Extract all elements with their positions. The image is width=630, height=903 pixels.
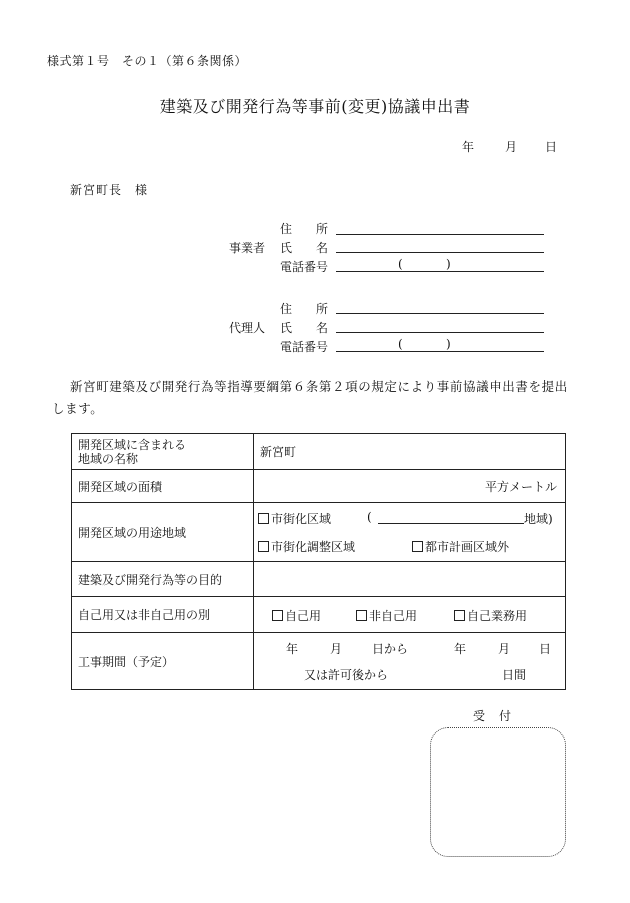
row-use-type xyxy=(72,597,566,633)
checkbox-icon[interactable] xyxy=(272,610,283,621)
area-size-label: 開発区域の面積 xyxy=(72,470,254,503)
checkbox-icon[interactable] xyxy=(258,541,269,552)
period-end-day: 日 xyxy=(539,642,552,656)
zoning-district-field[interactable] xyxy=(378,523,524,524)
date-month-label: 月 xyxy=(505,140,518,154)
row-zoning xyxy=(72,503,566,562)
use-option-nonself[interactable]: 非自己用 xyxy=(356,607,417,624)
applicant-phone-field[interactable] xyxy=(336,271,544,272)
body-text: 新宮町建築及び開発行為等指導要綱第６条第２項の規定により事前協議申出書を提出します。 xyxy=(52,379,568,416)
area-name-value[interactable]: 新宮町 xyxy=(254,434,566,470)
purpose-value[interactable] xyxy=(254,562,566,597)
applicant-name-field[interactable] xyxy=(336,252,544,253)
zoning-option-outside[interactable]: 都市計画区域外 xyxy=(412,538,509,555)
agent-phone-field[interactable] xyxy=(336,351,544,352)
use-option-self[interactable]: 自己用 xyxy=(272,607,321,624)
period-alt-text: 又は許可後から xyxy=(304,668,389,682)
checkbox-icon[interactable] xyxy=(258,513,269,524)
period-label: 工事期間（予定） xyxy=(72,633,254,690)
applicant-address-field[interactable] xyxy=(336,234,544,235)
use-type-label: 自己用又は非自己用の別 xyxy=(72,597,254,633)
addressee: 新宮町長 様 xyxy=(70,183,149,197)
applicant-address-label: 住 所 xyxy=(280,222,329,236)
row-purpose xyxy=(72,562,566,597)
zoning-option-urbanization[interactable]: 市街化区域 xyxy=(258,510,331,527)
applicant-phone-paren-open: ( xyxy=(398,257,403,271)
row-area-name xyxy=(72,434,566,470)
area-size-value[interactable]: 平方メートル xyxy=(254,470,566,503)
checkbox-icon[interactable] xyxy=(454,610,465,621)
reception-label: 受 付 xyxy=(473,709,513,723)
zoning-district-suffix: 地域) xyxy=(524,512,553,526)
zoning-option-control[interactable]: 市街化調整区域 xyxy=(258,538,355,555)
agent-phone-paren-close: ) xyxy=(446,337,451,351)
zoning-paren-open: ( xyxy=(367,510,372,524)
applicant-phone-paren-close: ) xyxy=(446,257,451,271)
checkbox-icon[interactable] xyxy=(412,541,423,552)
period-start-month: 月 xyxy=(330,642,343,656)
purpose-label: 建築及び開発行為等の目的 xyxy=(72,562,254,597)
zoning-label: 開発区域の用途地域 xyxy=(72,503,254,562)
applicant-group-label: 事業者 xyxy=(229,241,266,255)
date-year-label: 年 xyxy=(462,140,475,154)
agent-name-field[interactable] xyxy=(336,332,544,333)
applicant-phone-label: 電話番号 xyxy=(280,260,329,274)
form-number: 様式第１号 その１（第６条関係） xyxy=(47,54,248,68)
agent-address-label: 住 所 xyxy=(280,302,329,316)
document-title: 建築及び開発行為等事前(変更)協議申出書 xyxy=(159,97,471,116)
period-value[interactable] xyxy=(254,633,566,690)
period-days-label: 日間 xyxy=(502,668,527,682)
agent-group-label: 代理人 xyxy=(229,321,266,335)
period-start-day: 日から xyxy=(372,642,409,656)
area-name-label: 開発区域に含まれる 地域の名称 xyxy=(72,434,254,470)
agent-address-field[interactable] xyxy=(336,313,544,314)
period-start-year: 年 xyxy=(286,642,299,656)
agent-phone-paren-open: ( xyxy=(398,337,403,351)
applicant-name-label: 氏 名 xyxy=(280,241,329,255)
reception-stamp-box xyxy=(430,727,566,857)
row-area-size xyxy=(72,470,566,503)
period-end-year: 年 xyxy=(454,642,467,656)
application-table xyxy=(71,433,566,690)
zoning-value xyxy=(254,503,566,562)
agent-name-label: 氏 名 xyxy=(280,321,329,335)
date-day-label: 日 xyxy=(545,140,558,154)
use-option-business[interactable]: 自己業務用 xyxy=(454,607,527,624)
checkbox-icon[interactable] xyxy=(356,610,367,621)
row-period xyxy=(72,633,566,690)
use-type-value xyxy=(254,597,566,633)
agent-phone-label: 電話番号 xyxy=(280,340,329,354)
period-end-month: 月 xyxy=(498,642,511,656)
